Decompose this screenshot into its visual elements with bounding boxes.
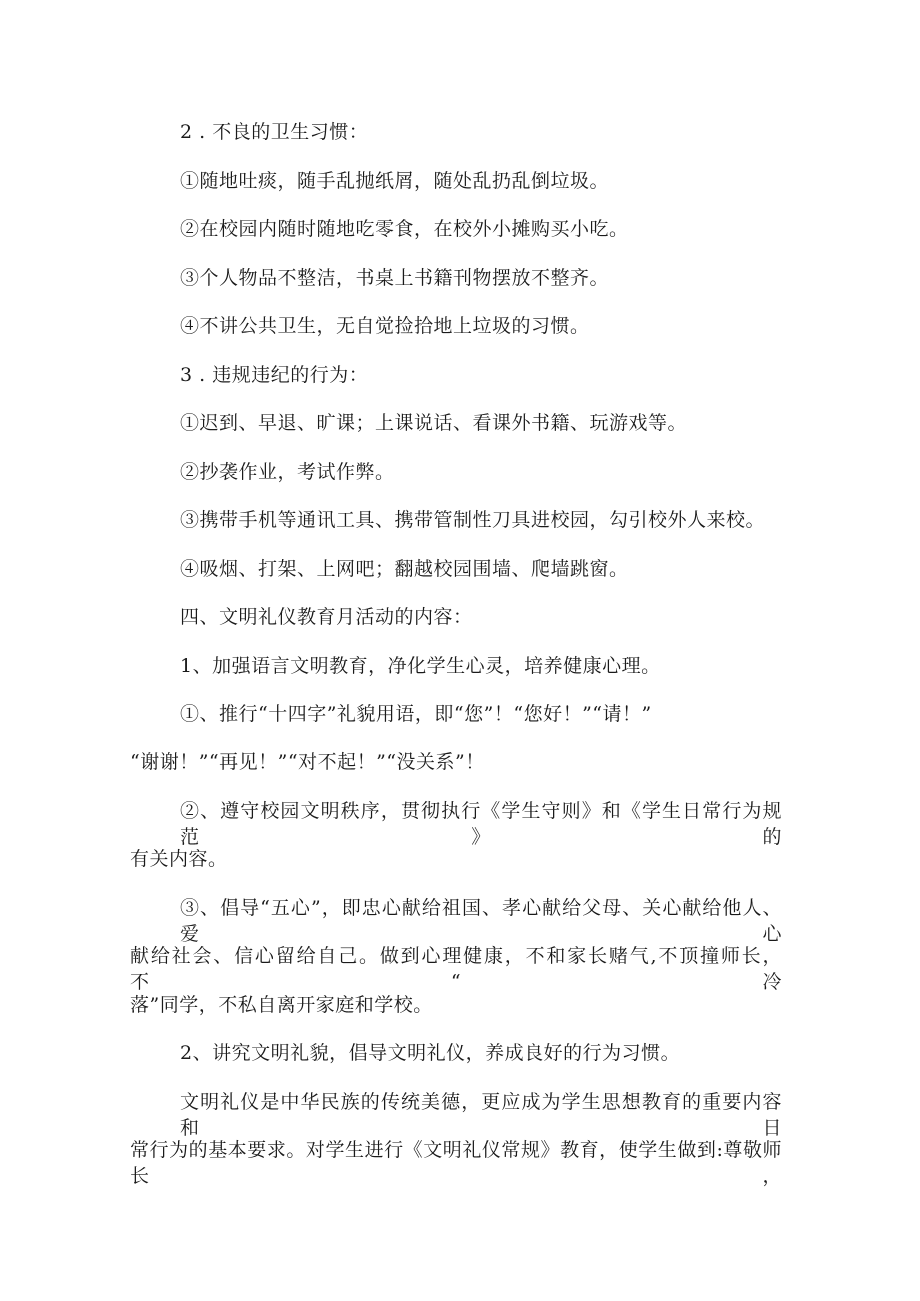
courtesy-paragraph-line-1: 文明礼仪是中华民族的传统美德，更应成为学生思想教育的重要内容和日	[180, 1091, 782, 1139]
hygiene-item-3: ③个人物品不整洁，书桌上书籍刊物摆放不整齐。	[180, 267, 610, 289]
heading-bad-hygiene-habits: 2 . 不良的卫生习惯：	[180, 121, 369, 143]
subheading-language-education: 1、加强语言文明教育，净化学生心灵，培养健康心理。	[180, 655, 661, 677]
language-item-1-line-2: “谢谢！”“再见！”“对不起！”“没关系”！	[130, 751, 485, 773]
violation-item-4: ④吸烟、打架、上网吧；翻越校园围墙、爬墙跳窗。	[180, 558, 629, 580]
language-item-3-line-2: 献给社会、信心留给自己。做到心理健康，不和家长赌气,不顶撞师长，不“冷	[130, 945, 782, 993]
section-heading-activity-content: 四、文明礼仪教育月活动的内容：	[180, 606, 473, 628]
violation-item-3: ③携带手机等通讯工具、携带管制性刀具进校园，勾引校外人来校。	[180, 509, 766, 531]
language-item-1-line-1: ①、推行“十四字”礼貌用语，即“您”！“您好！”“请！”	[180, 703, 652, 725]
language-item-2-line-2: 有关内容。	[130, 848, 228, 870]
hygiene-item-4: ④不讲公共卫生，无自觉捡拾地上垃圾的习惯。	[180, 315, 590, 337]
language-item-3-line-1: ③、倡导“五心”，即忠心献给祖国、孝心献给父母、关心献给他人、爱心	[180, 897, 782, 945]
courtesy-paragraph-line-2: 常行为的基本要求。对学生进行《文明礼仪常规》教育，使学生做到:尊敬师长，	[130, 1139, 782, 1187]
hygiene-item-2: ②在校园内随时随地吃零食，在校外小摊购买小吃。	[180, 218, 629, 240]
heading-violations: 3 . 违规违纪的行为：	[180, 364, 369, 386]
language-item-3-line-3: 落”同学，不私自离开家庭和学校。	[130, 994, 433, 1016]
hygiene-item-1: ①随地吐痰，随手乱抛纸屑，随处乱扔乱倒垃圾。	[180, 170, 610, 192]
language-item-2-line-1: ②、遵守校园文明秩序，贯彻执行《学生守则》和《学生日常行为规范》的	[180, 800, 782, 848]
violation-item-1: ①迟到、早退、旷课；上课说话、看课外书籍、玩游戏等。	[180, 412, 688, 434]
violation-item-2: ②抄袭作业，考试作弊。	[180, 461, 395, 483]
subheading-courtesy: 2、讲究文明礼貌，倡导文明礼仪，养成良好的行为习惯。	[180, 1042, 681, 1064]
